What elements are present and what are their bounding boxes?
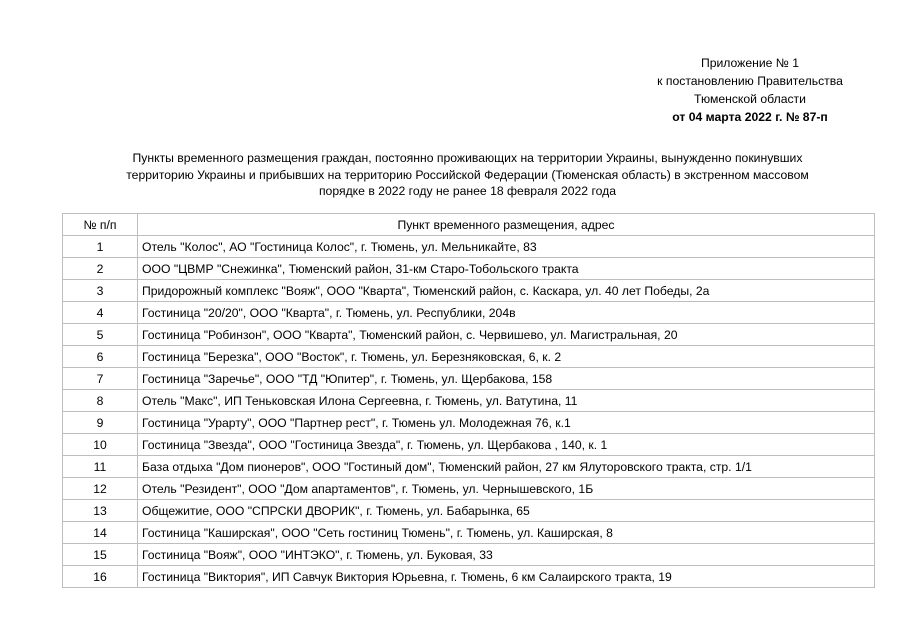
row-address: Отель "Резидент", ООО "Дом апартаментов", г. Тюмень, ул. Чернышевского, 1Б — [138, 478, 875, 500]
row-address: База отдыха "Дом пионеров", ООО "Гостиный дом", Тюменский район, 27 км Ялуторовского тракта, стр. 1/1 — [138, 456, 875, 478]
row-number: 12 — [63, 478, 138, 500]
table-row — [63, 302, 875, 324]
row-address: ООО "ЦВМР "Снежинка", Тюменский район, 31-км Старо-Тобольского тракта — [138, 258, 875, 280]
table-row — [63, 456, 875, 478]
row-address: Гостиница "Урарту", ООО "Партнер рест", г. Тюмень ул. Молодежная 76, к.1 — [138, 412, 875, 434]
row-number: 4 — [63, 302, 138, 324]
table-row — [63, 522, 875, 544]
table-row — [63, 368, 875, 390]
appendix-line-3: Тюменской области — [694, 92, 806, 106]
row-address: Гостиница "Вояж", ООО "ИНТЭКО", г. Тюмень, ул. Буковая, 33 — [138, 544, 875, 566]
row-number: 7 — [63, 368, 138, 390]
row-address: Гостиница "Робинзон", ООО "Кварта", Тюменский район, с. Червишево, ул. Магистральная, 20 — [138, 324, 875, 346]
table-row — [63, 236, 875, 258]
title-line-1: Пункты временного размещения граждан, постоянно проживающих на территории Украины, вынужденно покинувших — [132, 151, 803, 165]
row-number: 5 — [63, 324, 138, 346]
appendix-date-number: от 04 марта 2022 г. № 87-п — [672, 110, 828, 124]
row-number: 2 — [63, 258, 138, 280]
row-number: 16 — [63, 566, 138, 588]
table-row — [63, 280, 875, 302]
row-number: 3 — [63, 280, 138, 302]
table-row — [63, 324, 875, 346]
table-row — [63, 346, 875, 368]
header-number: № п/п — [63, 214, 138, 236]
row-number: 9 — [63, 412, 138, 434]
row-number: 6 — [63, 346, 138, 368]
row-number: 11 — [63, 456, 138, 478]
title-line-2: территорию Украины и прибывших на территорию Российской Федерации (Тюменская область) в экстренном массовом — [126, 167, 809, 182]
row-number: 8 — [63, 390, 138, 412]
title-line-3: порядке в 2022 году не ранее 18 февраля 2022 года — [318, 184, 617, 198]
row-number: 15 — [63, 544, 138, 566]
table-row — [63, 544, 875, 566]
row-address: Отель "Макс", ИП Теньковская Илона Сергеевна, г. Тюмень, ул. Ватутина, 11 — [138, 390, 875, 412]
row-address: Гостиница "Каширская", ООО "Сеть гостиниц Тюмень", г. Тюмень, ул. Каширская, 8 — [138, 522, 875, 544]
table-row — [63, 258, 875, 280]
table-row — [63, 390, 875, 412]
accommodation-table — [62, 213, 875, 588]
table-row — [63, 478, 875, 500]
appendix-line-1: Приложение № 1 — [700, 56, 800, 70]
table-row — [63, 566, 875, 588]
document-title — [60, 150, 875, 200]
row-address: Гостиница "20/20", ООО "Кварта", г. Тюмень, ул. Республики, 204в — [138, 302, 875, 324]
row-address: Гостиница "Звезда", ООО "Гостиница Звезда", г. Тюмень, ул. Щербакова , 140, к. 1 — [138, 434, 875, 456]
table-row — [63, 500, 875, 522]
row-number: 13 — [63, 500, 138, 522]
table-row — [63, 434, 875, 456]
row-address: Гостиница "Березка", ООО "Восток", г. Тюмень, ул. Березняковская, 6, к. 2 — [138, 346, 875, 368]
appendix-block — [560, 54, 905, 126]
row-address: Придорожный комплекс "Вояж", ООО "Кварта", Тюменский район, с. Каскара, ул. 40 лет Победы, 2а — [138, 280, 875, 302]
header-address: Пункт временного размещения, адрес — [138, 214, 875, 236]
row-address: Общежитие, ООО "СПРСКИ ДВОРИК", г. Тюмень, ул. Бабарынка, 65 — [138, 500, 875, 522]
table-body — [63, 236, 875, 588]
row-number: 10 — [63, 434, 138, 456]
row-number: 14 — [63, 522, 138, 544]
table-row — [63, 412, 875, 434]
table-header-row — [63, 214, 875, 236]
row-address: Гостиница "Виктория", ИП Савчук Виктория Юрьевна, г. Тюмень, 6 км Салаирского тракта, 19 — [138, 566, 875, 588]
row-address: Отель "Колос", АО "Гостиница Колос", г. Тюмень, ул. Мельникайте, 83 — [138, 236, 875, 258]
row-address: Гостиница "Заречье", ООО "ТД "Юпитер", г. Тюмень, ул. Щербакова, 158 — [138, 368, 875, 390]
row-number: 1 — [63, 236, 138, 258]
appendix-line-2: к постановлению Правительства — [657, 74, 843, 88]
